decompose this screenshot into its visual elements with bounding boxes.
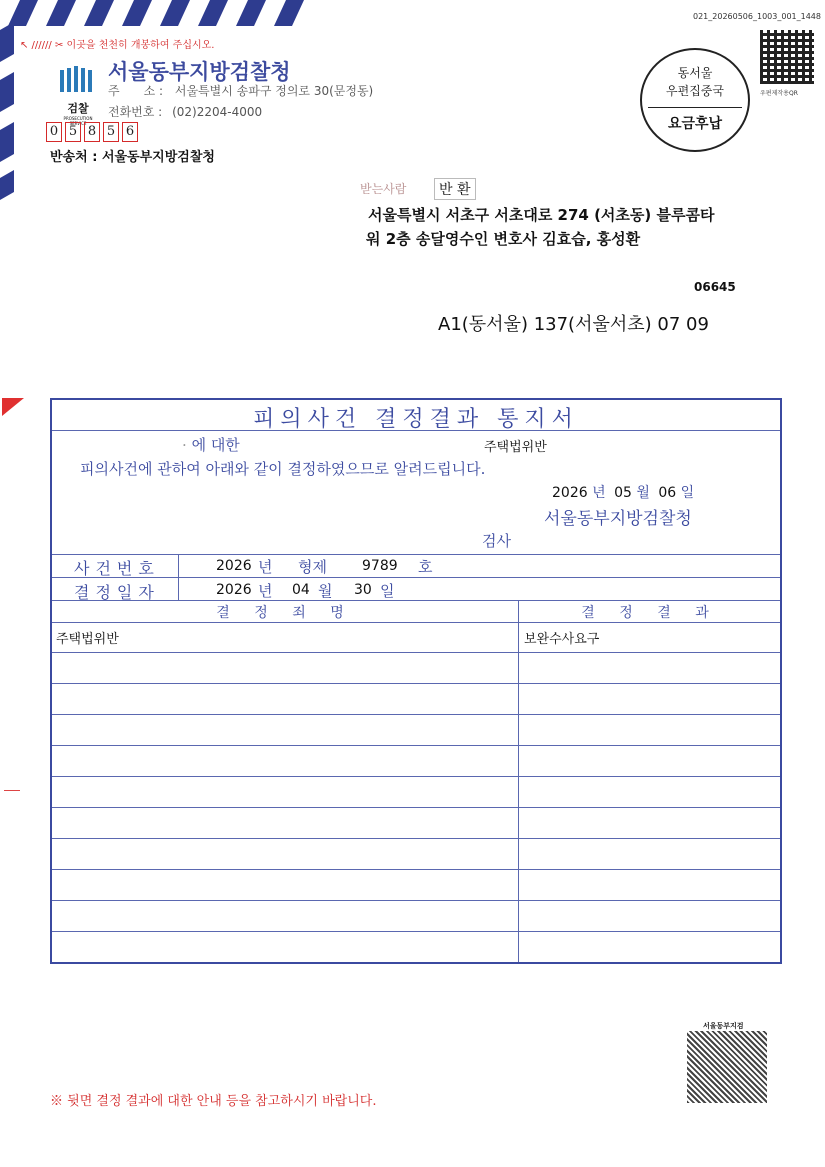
case-type: 형제 [298,558,327,576]
side-tick [4,790,20,791]
scissors-icon: ↖ ////// ✂ [20,40,64,51]
case-number-label: 사건번호 [74,559,160,578]
decision-month-unit: 월 [318,582,333,600]
row-divider [52,554,780,555]
case-number: 9789 [362,558,398,574]
row-divider [52,745,780,746]
row-divider [52,776,780,777]
postal-digit: 5 [65,122,81,142]
regarding-label: · 에 대한 [182,436,240,454]
footer-note: ※ 뒷면 결정 결과에 대한 안내 등을 참고하시기 바랍니다. [50,1094,377,1109]
row-divider [52,622,780,623]
qr-caption: 우편제작용QR [760,90,798,97]
row-divider [52,600,780,601]
charge-cell: 주택법위반 [56,632,119,647]
decision-notice-form [50,398,782,964]
notice-body: 피의사건에 관하여 아래와 같이 결정하였으므로 알려드립니다. [80,460,486,478]
recipient-address-line1: 서울특별시 서초구 서초대로 274 (서초동) 블루콤타 [368,206,715,224]
decision-day-unit: 일 [380,582,395,600]
decision-month: 04 [292,582,310,598]
postal-qr-code [760,30,814,84]
case-number-unit: 호 [418,558,433,576]
decision-year: 2026 [216,582,252,598]
row-divider [52,714,780,715]
prosecutor-label: 검사 [482,532,511,550]
postal-digit: 6 [122,122,138,142]
postal-digit: 8 [84,122,100,142]
seal-caption: 서울동부지검 [703,1022,744,1030]
row-divider [52,807,780,808]
airmail-border-top [0,0,330,30]
redacted-name [72,436,182,454]
postal-code-boxes [46,122,138,142]
document-seal-code [687,1031,767,1103]
sender-phone: 전화번호 : (02)2204-4000 [108,105,263,119]
stamp-divider [648,107,742,108]
sender-name: 서울동부지방검찰청 [108,60,291,84]
row-divider [52,838,780,839]
document-id: 021_20260506_1003_001_1448 [693,12,821,21]
fold-mark [2,398,24,418]
mail-routing-code: A1(동서울) 137(서울서초) 07 09 [438,314,709,335]
row-divider [52,577,780,578]
decision-date-label: 결정일자 [74,583,160,602]
column-header-charge: 결 정 죄 명 [216,605,354,621]
col-divider [518,600,519,962]
notice-title: 피의사건 결정결과 통지서 [253,407,579,432]
open-notice: ↖ ////// ✂ 이곳을 천천히 개봉하여 주십시오. [20,40,215,51]
case-year: 2026 [216,558,252,574]
case-year-unit: 년 [258,558,273,576]
postal-digit: 5 [103,122,119,142]
recipient-address-line2: 워 2층 송달영수인 변호사 김효습, 홍성환 [366,230,641,248]
return-address: 반송처 : 서울동부지방검찰청 [50,150,215,165]
charge-header: 주택법위반 [484,440,547,455]
decision-day: 30 [354,582,372,598]
postage-stamp: 동서울 우편집중국 요금후납 [640,48,750,152]
return-mark: 반 환 [434,178,476,200]
decision-year-unit: 년 [258,582,273,600]
recipient-postcode: 06645 [694,280,736,294]
row-divider [52,683,780,684]
airmail-border-left [0,0,20,200]
column-header-result: 결 정 결 과 [581,605,719,621]
prosecution-logo-icon [56,66,100,92]
notice-date: 2026 년 05 월 06 일 [552,485,695,501]
row-divider [52,900,780,901]
sender-address: 주 소 : 서울특별시 송파구 정의로 30(문정동) [108,84,374,98]
issuing-office: 서울동부지방검찰청 [544,509,692,529]
row-divider [52,869,780,870]
prosecution-logo: 검찰 PROSECUTION SERVICE [56,66,106,116]
title-divider [52,430,780,431]
row-divider [52,652,780,653]
postal-digit: 0 [46,122,62,142]
recipient-label: 받는사람 [360,182,407,196]
row-divider [52,931,780,932]
result-cell: 보완수사요구 [524,632,600,647]
